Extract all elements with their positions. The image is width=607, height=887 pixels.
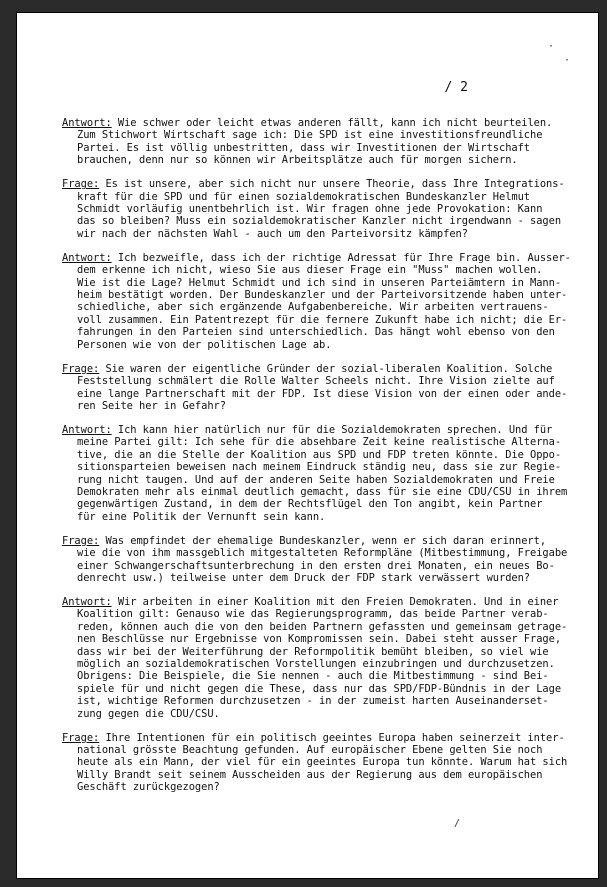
text-line: Antwort: Wie schwer oder leicht etwas anderen fällt, kann ich nicht beurteilen.: [62, 117, 553, 129]
text-line: ren Seite her in Gefahr?: [77, 399, 226, 412]
text-line: Zum Stichwort Wirtschaft sage ich: Die SPD ist eine investitionsfreundliche: [77, 129, 543, 142]
text-line: spiele für und nicht gegen die These, dass nur das SPD/FDP-Bündnis in der Lage: [77, 682, 562, 695]
speaker-label: Antwort:: [62, 423, 112, 436]
text-line: Frage: Sie waren der eigentliche Gründer der sozial-liberalen Koalition. Solche: [62, 362, 553, 375]
text-line: Antwort: Wir arbeiten in einer Koalition mit den Freien Demokraten. Und in einer: [62, 595, 559, 608]
text-line: national grösste Beachtung gefunden. Auf europäischer Ebene gelten Sie noch: [77, 744, 543, 757]
text-line: Frage: Es ist unsere, aber sich nicht nur unsere Theorie, dass Ihre Integrations-: [62, 178, 565, 191]
text-line: schiedliche, aber sich ergänzende Aufgabenbereiche. Wir arbeiten vertrauens-: [77, 301, 549, 314]
speaker-label: Frage:: [62, 178, 100, 191]
text-line: Feststellung schmälert die Rolle Walter Scheels nicht. Ihre Vision zielte auf: [77, 375, 555, 388]
text-line: Willy Brandt seit seinem Ausscheiden aus der Regierung aus dem europäischen: [77, 768, 543, 781]
text-line: heute als ein Mann, der viel für ein geeintes Europa tun könnte. Warum hat sich: [77, 756, 568, 769]
speaker-label: Antwort:: [62, 117, 112, 129]
answer-block: [62, 424, 574, 523]
text-line: heim bestätigt worden. Der Bundeskanzler und der Parteivorsitzende haben unter-: [77, 289, 568, 302]
speaker-label: Antwort:: [62, 251, 112, 264]
text-line: Personen wie von der politischen Lage ab.: [77, 338, 332, 351]
text-line: das so bleiben? Muss ein sozialdemokratischer Kanzler nicht irgendwann - sagen: [77, 215, 562, 228]
text-line: eine lange Partnerschaft mit der FDP. Ist diese Vision von der einen oder ande-: [77, 387, 568, 400]
text-line: wie die von ihm massgeblich mitgestalteten Reformpläne (Mitbestimmung, Freigabe: [77, 547, 568, 560]
text-line: ist, wichtige Reformen durchzusetzen - in der zumeist harten Auseinanderset-: [77, 695, 549, 708]
text-line: brauchen, denn nur so können wir Arbeitsplätze auch für morgen sichern.: [77, 154, 518, 167]
text-line: rung nicht taugen. Und auf der anderen Seite haben Sozialdemokraten und Freie: [77, 473, 555, 486]
text-line: für eine Politik der Vernunft sein kann.: [77, 510, 326, 523]
question-block: [62, 535, 574, 585]
text-line: wir nach der nächsten Wahl - auch um den Parteivorsitz kämpfen?: [77, 227, 468, 240]
answer-block: [62, 252, 574, 351]
text-line: möglich an sozialdemokratischen Vorstellungen einzubringen und durchzusetzen.: [77, 658, 555, 670]
question-block: [62, 732, 574, 794]
text-line: zung gegen die CDU/CSU.: [77, 707, 220, 720]
text-line: dass wir bei der Weiterführung der Reformpolitik bemüht bleiben, so viel wie: [77, 645, 549, 658]
text-line: gegenwärtigen Zustand, in dem der Rechtsflügel den Ton angibt, kein Partner: [77, 498, 543, 511]
speaker-label: Frage:: [62, 362, 100, 375]
text-line: denrecht usw.) teilweise unter dem Druck der FDP stark verwässert wurden?: [77, 571, 531, 584]
text-line: Obrigens: Die Beispiele, die Sie nennen - auch die Mitbestimmung - sind Bei-: [77, 670, 549, 683]
text-line: Partei. Es ist völlig unbestritten, dass wir Investitionen der Wirtschaft: [77, 141, 531, 154]
text-line: Antwort: Ich kann hier natürlich nur für die Sozialdemokraten sprechen. Und für: [62, 423, 553, 436]
question-block: [62, 363, 574, 413]
scan-mark: /: [454, 818, 461, 829]
text-line: einer Schwangerschaftsunterbrechung in den ersten drei Monaten, ein neues Bo-: [77, 559, 555, 572]
speaker-label: Antwort:: [62, 595, 112, 608]
answer-block: [62, 596, 574, 720]
text-line: sitionsparteien beweisen nach meinem Eindruck ständig neu, dass sie zur Regie-: [77, 461, 562, 474]
scan-mark: ·: [547, 41, 554, 52]
text-line: Wie ist die Lage? Helmut Schmidt und ich sind in unseren Parteiämtern in Mann-: [77, 276, 562, 289]
scan-mark: ·: [563, 55, 570, 66]
text-line: Geschäft zurückgezogen?: [77, 781, 220, 794]
text-line: Schmidt vorläufig unentbehrlich ist. Wir fragen ohne jede Provokation: Kann: [77, 203, 543, 216]
text-line: reden, können auch die von den beiden Partnern gefassten und gemeinsam getrage-: [77, 620, 568, 633]
text-line: Antwort: Ich bezweifle, dass ich der richtige Adressat für Ihre Frage bin. Ausser-: [62, 251, 571, 264]
text-line: Frage: Was empfindet der ehemalige Bundeskanzler, wenn er sich daran erinnert,: [62, 534, 547, 547]
text-line: dem erkenne ich nicht, wieso Sie aus dieser Frage ein "Muss" machen wollen.: [77, 264, 543, 277]
document-body: [62, 117, 574, 805]
text-line: Demokraten mehr als einmal deutlich gemacht, dass für sie eine CDU/CSU in ihrem: [77, 485, 568, 498]
text-line: voll zusammen. Ein Patentrezept für die fernere Zukunft habe ich nicht; die Er-: [77, 313, 568, 326]
text-line: tive, die an die Stelle der Koalition aus SPD und FDP treten könnte. Die Oppo-: [77, 448, 562, 461]
text-line: kraft für die SPD und für einen sozialdemokratischen Bundeskanzler Helmut: [77, 190, 531, 203]
page-number: / 2: [444, 80, 468, 95]
document-page: [16, 12, 599, 879]
question-block: [62, 178, 574, 240]
answer-block: [62, 117, 574, 167]
speaker-label: Frage:: [62, 534, 100, 547]
text-line: Frage: Ihre Intentionen für ein politisch geeintes Europa haben seinerzeit inter-: [62, 731, 565, 744]
speaker-label: Frage:: [62, 731, 100, 744]
text-line: fahrungen in den Parteien sind unterschiedlich. Das hängt wohl ebenso von den: [77, 326, 555, 339]
text-line: Koalition gilt: Genauso wie das Regierungsprogramm, das beide Partner verab-: [77, 608, 549, 621]
text-line: meine Partei gilt: Ich sehe für die absehbare Zeit keine realistische Alterna-: [77, 436, 562, 449]
text-line: nen Beschlüsse nur Ergebnisse von Kompromissen sein. Dabei steht ausser Frage,: [77, 633, 562, 646]
